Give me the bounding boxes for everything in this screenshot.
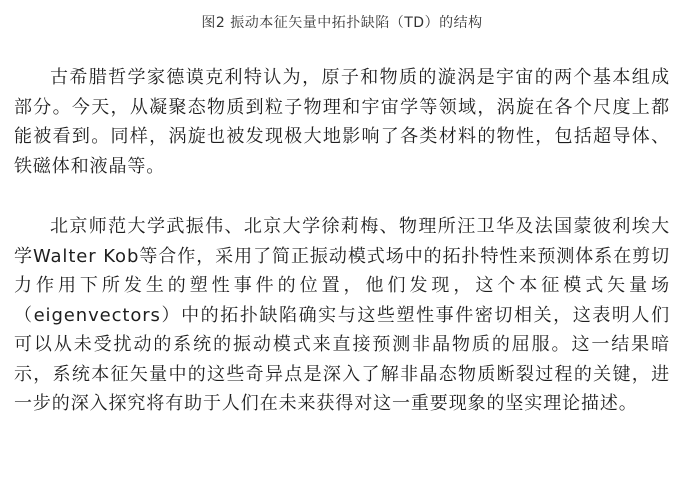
figure-caption: 图2 振动本征矢量中拓扑缺陷（TD）的结构 <box>201 15 483 31</box>
paragraph-democritus-vortices: 古希腊哲学家德谟克利特认为，原子和物质的漩涡是宇宙的两个基本组成部分。今天，从凝聚态物质到粒子物理和宇宙学等领域，涡旋在各个尺度上都能被看到。同样，涡旋也被发现极大地影响了各类材料的物性，包括超导体、铁磁体和液晶等。 <box>14 67 670 177</box>
paragraph-research-findings: 北京师范大学武振伟、北京大学徐莉梅、物理所汪卫华及法国蒙彼利埃大学Walter Kob等合作，采用了简正振动模式场中的拓扑特性来预测体系在剪切力作用下所发生的塑性事件的位置，他们发现，这个本征模式矢量场（eigenvectors）中的拓扑缺陷确实与这些塑性事件密切相关，这表明人们可以从未受扰动的系统的振动模式来直接预测非晶物质的屈服。这一结果暗示，系统本征矢量中的这些奇异点是深入了解非晶态物质断裂过程的关键，进一步的深入探究将有助于人们在未来获得对这一重要现象的坚实理论描述。 <box>14 216 670 414</box>
